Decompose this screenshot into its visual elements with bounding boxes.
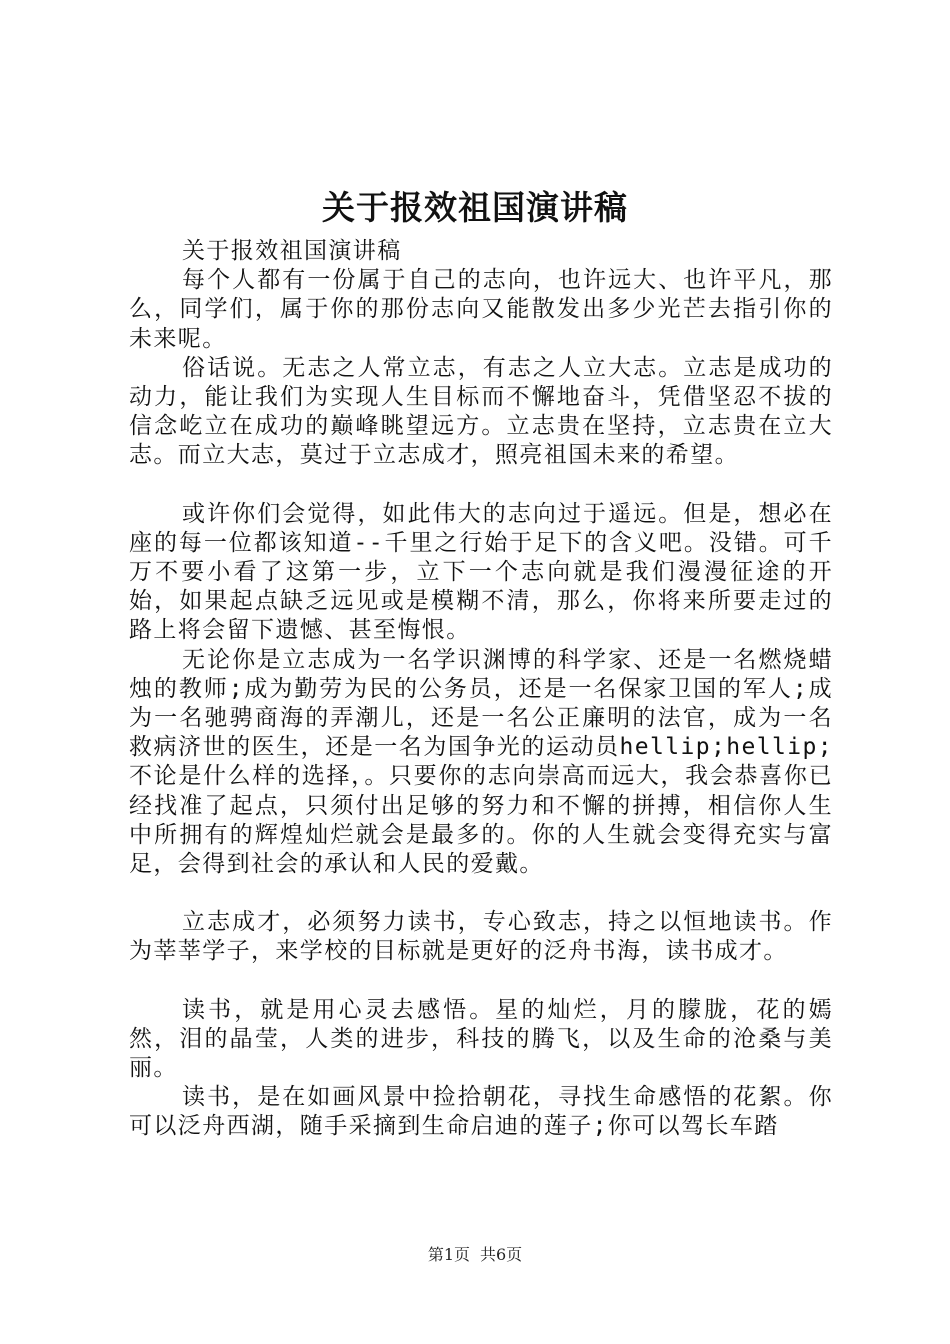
paragraph-subtitle: 关于报效祖国演讲稿 <box>182 238 402 264</box>
paragraph: 俗话说。无志之人常立志，有志之人立大志。立志是成功的动力，能让我们为实现人生目标而不懈地奋斗，凭借坚忍不拔的信念屹立在成功的巅峰眺望远方。立志贵在坚持，立志贵在立大志。而立大志，莫过于立志成才，照亮祖国未来的希望。 <box>129 354 833 469</box>
paragraph: 无论你是立志成为一名学识渊博的科学家、还是一名燃烧蜡烛的教师;成为勤劳为民的公务员，还是一名保家卫国的军人;成为一名驰骋商海的弄潮儿，还是一名公正廉明的法官，成为一名救病济世的医生，还是一名为国争光的运动员hellip;hellip;不论是什么样的选择，。只要你的志向崇高而远大，我会恭喜你已经找准了起点，只须付出足够的努力和不懈的拼搏，相信你人生中所拥有的辉煌灿烂就会是最多的。你的人生就会变得充实与富足，会得到社会的承认和人民的爱戴。 <box>129 646 833 878</box>
paragraph: 读书，就是用心灵去感悟。星的灿烂，月的朦胧，花的嫣然，泪的晶莹，人类的进步，科技的腾飞，以及生命的沧桑与美丽。 <box>129 996 833 1082</box>
document-body <box>129 237 833 1142</box>
paragraph: 立志成才，必须努力读书，专心致志，持之以恒地读书。作为莘莘学子，来学校的目标就是更好的泛舟书海，读书成才。 <box>129 909 833 965</box>
page-total: 共6页 <box>480 1245 523 1264</box>
document-title: 关于报效祖国演讲稿 <box>322 188 628 227</box>
paragraph: 读书，是在如画风景中捡拾朝花，寻找生命感悟的花絮。你可以泛舟西湖，随手采摘到生命启迪的莲子;你可以驾长车踏 <box>129 1084 833 1140</box>
paragraph: 或许你们会觉得，如此伟大的志向过于遥远。但是，想必在座的每一位都该知道--千里之行始于足下的含义吧。没错。可千万不要小看了这第一步，立下一个志向就是我们漫漫征途的开始，如果起点缺乏远见或是模糊不清，那么，你将来所要走过的路上将会留下遗憾、甚至悔恨。 <box>129 500 833 644</box>
paragraph: 每个人都有一份属于自己的志向，也许远大、也许平凡，那么，同学们，属于你的那份志向又能散发出多少光芒去指引你的未来呢。 <box>129 267 833 352</box>
page-number: 第1页 <box>427 1245 470 1264</box>
page-footer <box>0 1244 950 1266</box>
